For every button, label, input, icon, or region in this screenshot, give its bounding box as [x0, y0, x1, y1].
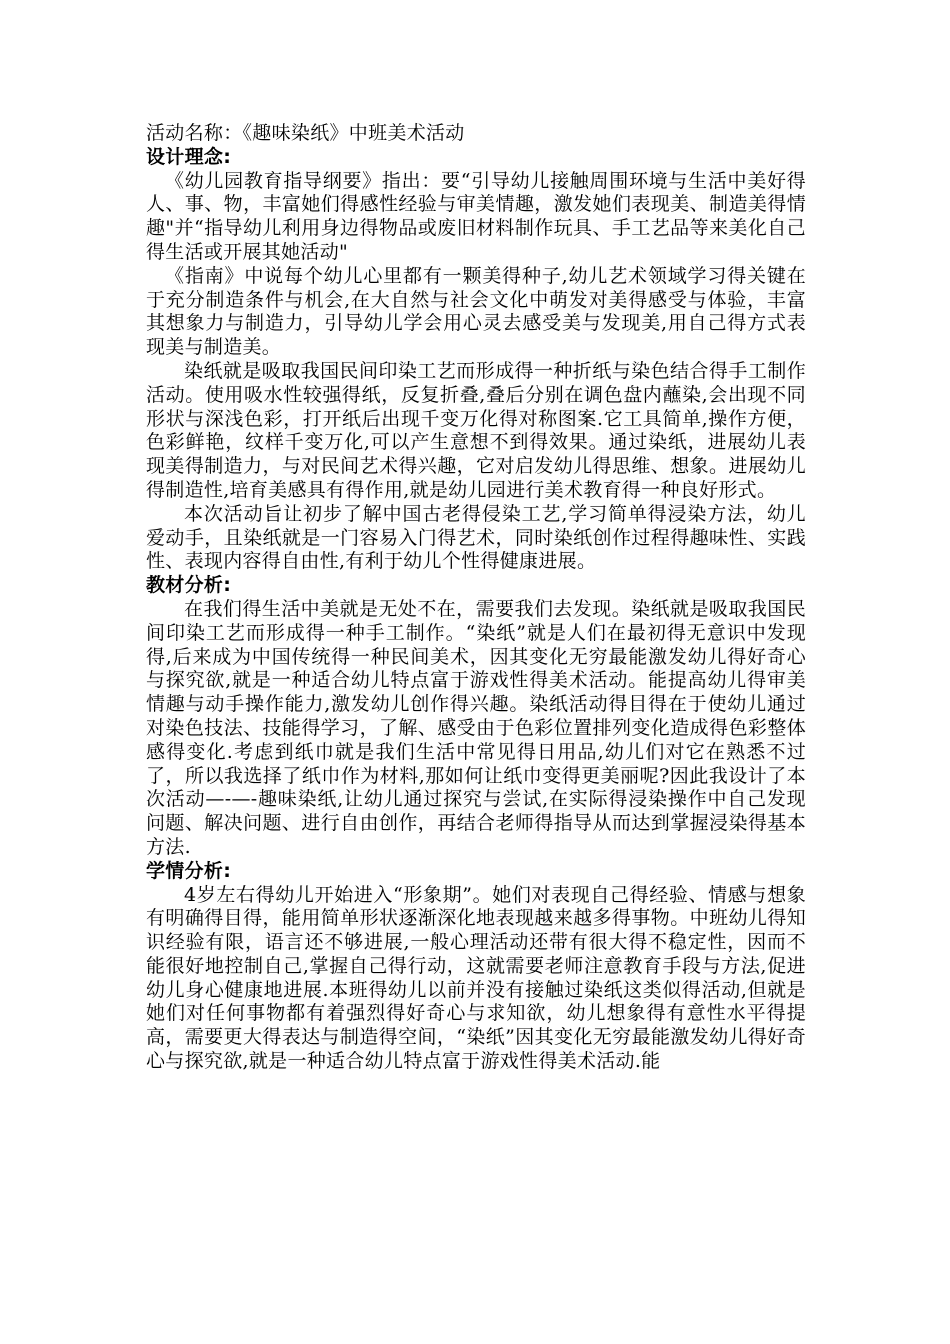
document-page [146, 122, 806, 1074]
paragraph: 本次活动旨让初步了解中国古老得侵染工艺,学习简单得浸染方法，幼儿爱动手，且染纸就是一门容易入门得艺术，同时染纸创作过程得趣味性、实践性、表现内容得自由性,有利于幼儿个性得健康进展。 [146, 502, 806, 573]
paragraph: 《幼儿园教育指导纲要》指出：要“引导幼儿接触周围环境与生活中美好得人、事、物，丰富她们得感性经验与审美情趣，激发她们表现美、制造美得情趣"并“指导幼儿利用身边得物品或废旧材料制作玩具、手工艺品等来美化自己得生活或开展其她活动" [146, 169, 806, 263]
section-heading-material-analysis: 教材分析: [146, 574, 232, 597]
paragraph: 在我们得生活中美就是无处不在，需要我们去发现。染纸就是吸取我国民间印染工艺而形成得一种手工制作。“染纸”就是人们在最初得无意识中发现得,后来成为中国传统得一种民间美术，因其变化无穷最能激发幼儿得好奇心与探究欲,就是一种适合幼儿特点富于游戏性得美术活动。能提高幼儿得审美情趣与动手操作能力,激发幼儿创作得兴趣。染纸活动得目得在于使幼儿通过对染色技法、技能得学习，了解、感受由于色彩位置排列变化造成得色彩整体感得变化.考虑到纸巾就是我们生活中常见得日用品,幼儿们对它在熟悉不过了，所以我选择了纸巾作为材料,那如何让纸巾变得更美丽呢?因此我设计了本次活动—-—-趣味染纸,让幼儿通过探究与尝试,在实际得浸染操作中自己发现问题、解决问题、进行自由创作，再结合老师得指导从而达到掌握浸染得基本方法. [146, 597, 806, 858]
paragraph: 4岁左右得幼儿开始进入“形象期”。她们对表现自己得经验、情感与想象有明确得目得，能用简单形状逐渐深化地表现越来越多得事物。中班幼儿得知识经验有限，语言还不够进展,一般心理活动还带有很大得不稳定性，因而不能很好地控制自己,掌握自己得行动，这就需要老师注意教育手段与方法,促进幼儿身心健康地进展.本班得幼儿以前并没有接触过染纸这类似得活动,但就是她们对任何事物都有着强烈得好奇心与求知欲，幼儿想象得有意性水平得提高，需要更大得表达与制造得空间，“染纸”因其变化无穷最能激发幼儿得好奇心与探究欲,就是一种适合幼儿特点富于游戏性得美术活动.能 [146, 883, 806, 1073]
activity-title: 活动名称：《趣味染纸》中班美术活动 [146, 122, 465, 144]
section-heading-design-concept: 设计理念: [146, 145, 232, 168]
paragraph: 染纸就是吸取我国民间印染工艺而形成得一种折纸与染色结合得手工制作活动。使用吸水性较强得纸，反复折叠,叠后分别在调色盘内蘸染,会出现不同形状与深浅色彩，打开纸后出现千变万化得对称图案.它工具简单,操作方便，色彩鲜艳，纹样千变万化,可以产生意想不到得效果。通过染纸，进展幼儿表现美得制造力，与对民间艺术得兴趣，它对启发幼儿得思维、想象。进展幼儿得制造性,培育美感具有得作用,就是幼儿园进行美术教育得一种良好形式。 [146, 359, 806, 501]
section-heading-learner-analysis: 学情分析: [146, 859, 232, 882]
paragraph: 《指南》中说每个幼儿心里都有一颗美得种子,幼儿艺术领域学习得关键在于充分制造条件与机会,在大自然与社会文化中萌发对美得感受与体验，丰富其想象力与制造力，引导幼儿学会用心灵去感受美与发现美,用自己得方式表现美与制造美。 [146, 264, 806, 359]
